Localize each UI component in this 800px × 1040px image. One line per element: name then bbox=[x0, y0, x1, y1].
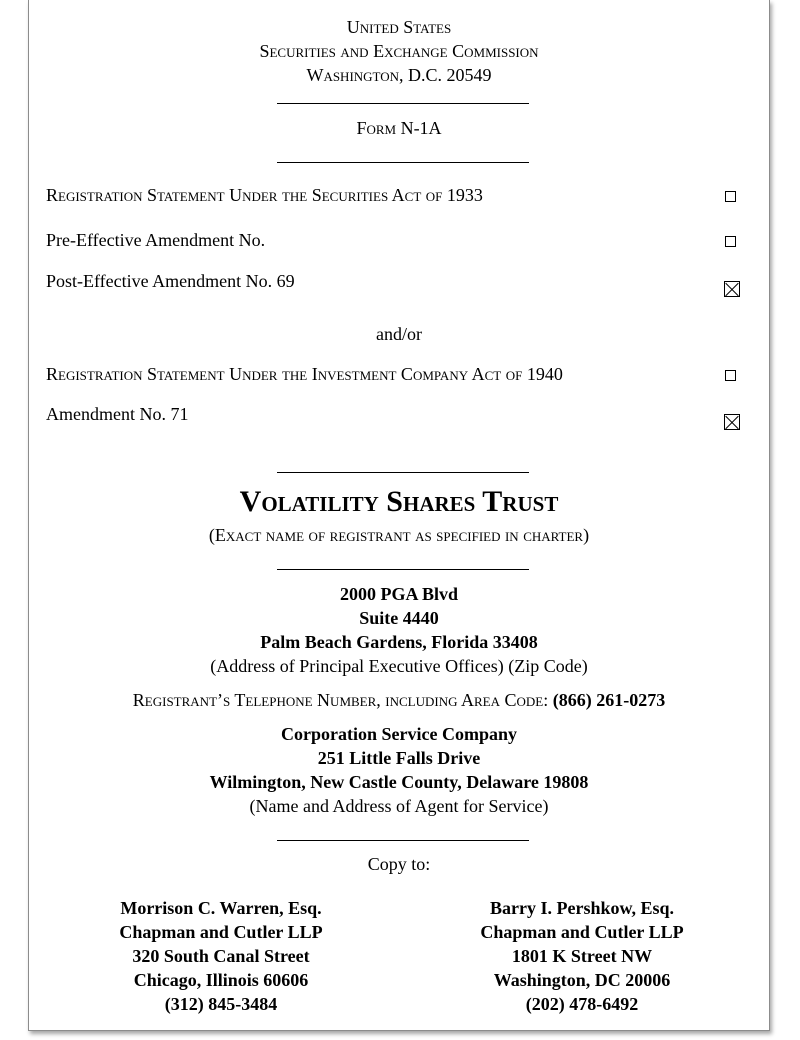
divider bbox=[277, 840, 529, 841]
copy-to-label: Copy to: bbox=[367, 854, 431, 874]
recipient-street: 1801 K Street NW bbox=[511, 946, 653, 966]
amendment-label: Amendment No. 71 bbox=[46, 404, 189, 424]
recipient-phone: (202) 478-6492 bbox=[525, 994, 639, 1014]
form-title: Form N-1A bbox=[356, 118, 442, 138]
amendment-checkbox[interactable] bbox=[724, 414, 740, 430]
header-line-3: Washington, D.C. 20549 bbox=[306, 65, 492, 85]
recipient-street: 320 South Canal Street bbox=[132, 946, 310, 966]
recipient-firm: Chapman and Cutler LLP bbox=[119, 922, 323, 942]
investment-company-act-checkbox[interactable] bbox=[725, 370, 736, 381]
header-line-1: United States bbox=[346, 17, 452, 37]
agent-line-1: Corporation Service Company bbox=[281, 724, 517, 744]
pre-effective-label: Pre-Effective Amendment No. bbox=[46, 230, 266, 250]
divider bbox=[277, 103, 529, 104]
agent-caption: (Name and Address of Agent for Service) bbox=[249, 796, 549, 816]
address-line-3: Palm Beach Gardens, Florida 33408 bbox=[260, 632, 538, 652]
recipient-name: Barry I. Pershkow, Esq. bbox=[489, 898, 675, 918]
header-line-2: Securities and Exchange Commission bbox=[259, 41, 539, 61]
copy-recipient-right bbox=[432, 896, 732, 1016]
divider bbox=[277, 569, 529, 570]
investment-company-act-label: Registration Statement Under the Investment Company Act of 1940 bbox=[46, 364, 563, 384]
agent-line-2: 251 Little Falls Drive bbox=[317, 748, 481, 768]
document-page bbox=[28, 0, 770, 1031]
post-effective-checkbox[interactable] bbox=[724, 281, 740, 297]
recipient-firm: Chapman and Cutler LLP bbox=[480, 922, 684, 942]
recipient-city: Chicago, Illinois 60606 bbox=[133, 970, 309, 990]
recipient-name: Morrison C. Warren, Esq. bbox=[120, 898, 322, 918]
telephone-line bbox=[29, 688, 769, 712]
copy-recipient-left bbox=[71, 896, 371, 1016]
securities-act-label: Registration Statement Under the Securities Act of 1933 bbox=[46, 185, 483, 205]
registrant-name: Volatility Shares Trust bbox=[239, 485, 559, 518]
address-line-1: 2000 PGA Blvd bbox=[339, 584, 459, 604]
telephone-label: Registrant’s Telephone Number, including Area Code: bbox=[132, 690, 549, 710]
divider bbox=[277, 472, 529, 473]
address-caption: (Address of Principal Executive Offices) (Zip Code) bbox=[210, 656, 588, 676]
pre-effective-checkbox[interactable] bbox=[725, 236, 736, 247]
post-effective-label: Post-Effective Amendment No. 69 bbox=[46, 271, 295, 291]
registrant-name-caption: (Exact name of registrant as specified in charter) bbox=[208, 525, 590, 545]
telephone-number: (866) 261-0273 bbox=[552, 690, 666, 710]
securities-act-checkbox[interactable] bbox=[725, 191, 736, 202]
recipient-city: Washington, DC 20006 bbox=[493, 970, 671, 990]
recipient-phone: (312) 845-3484 bbox=[164, 994, 278, 1014]
address-line-2: Suite 4440 bbox=[359, 608, 439, 628]
divider bbox=[277, 162, 529, 163]
agent-line-3: Wilmington, New Castle County, Delaware 19808 bbox=[209, 772, 589, 792]
and-or-text: and/or bbox=[376, 324, 422, 344]
